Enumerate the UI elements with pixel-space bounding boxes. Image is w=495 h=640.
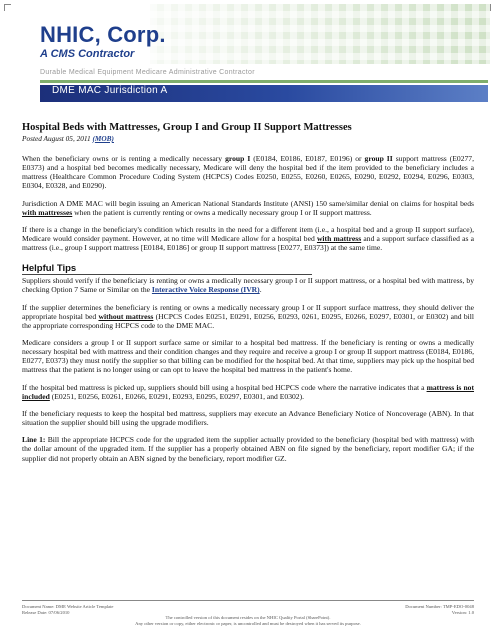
footer-release-date: Release Date: 07/06/2010 [22, 609, 70, 615]
paragraph-3 [22, 225, 474, 252]
paragraph-1 [22, 154, 474, 190]
brand-subtagline: Durable Medical Equipment Medicare Administrative Contractor [40, 69, 255, 76]
footer-version: Version: 1.0 [451, 609, 474, 615]
text-run: Jurisdiction A DME MAC will begin issuing an American National Standards Institute (ANSI) 150 same/similar denial on claims for hospital beds [22, 198, 474, 208]
footer-control-note-2: Any other version or copy, either electronic or paper, is uncontrolled and must be destroyed when it has served its purpose. [135, 620, 361, 626]
footer-doc-name: Document Name: DME Website Article Template [22, 604, 114, 609]
brand-logo: NHIC, Corp. [40, 22, 166, 47]
text-run-bold: mattress is not included [22, 382, 475, 401]
text-run-bold: group I [225, 154, 251, 163]
paragraph-5 [22, 303, 474, 330]
posted-date-text: Posted August 05, 2011 [22, 134, 91, 143]
paragraph-8: If the beneficiary requests to keep the hospital bed mattress, suppliers may execute an Advance Beneficiary Notice of Noncoverage (ABN). In that situation the supplier should bill using the upgrade modifiers. [22, 409, 474, 428]
brand-tagline: A CMS Contractor [40, 48, 135, 60]
footer-doc-number: Document Number: TMP-EDO-0048 [405, 604, 474, 609]
text-run: and a support surface classified as a mattress (i.e., group I support mattress [E0184, E0186] or group II support mattress [E0277, E0373]) at the same time. [22, 234, 474, 253]
heading-rule [22, 274, 312, 275]
ivr-link[interactable]: Interactive Voice Response (IVR) [151, 285, 260, 295]
text-run: If there is a change in the beneficiary's condition which results in the need for a different item (i.e., a hospital bed and a group II support surface), Medicare would consider payment. However, at no time will Medicare allow for a hospital bed [22, 224, 474, 244]
article-body [22, 122, 474, 471]
text-run-bold: with mattresses [22, 207, 73, 217]
page-footer [22, 600, 474, 626]
text-run-bold: with mattress [316, 234, 362, 244]
text-run: when the patient is currently renting or owns a medically necessary group I or II support mattress. [72, 207, 372, 217]
text-run: If the supplier determines the beneficiary is renting or owns a medically necessary group I or II support surface mattress, they should deliver the appropriate hospital bed [22, 302, 474, 321]
footer-rule [22, 600, 474, 601]
paragraph-4 [22, 276, 474, 294]
text-run-bold: group II [364, 154, 393, 163]
paragraph-9 [22, 435, 474, 462]
article-title: Hospital Beds with Mattresses, Group I and Group II Support Mattresses [22, 122, 352, 133]
text-run: support mattress (E0277, E0373) and a hospital bed becomes medically necessary, Medicare will deny the hospital bed if the item provided to the beneficiary includes a mattress (Healthcare Common Procedure Coding System (HCPCS) Codes E0250, E0255, E0260, E0265, E0290, E0292, E0294, E0296, E0303, E0304, E0328, and E0290). [22, 154, 474, 191]
text-run: (E0251, E0256, E0261, E0266, E0291, E0293, E0295, E0297, E0301, and E0302). [49, 391, 305, 401]
text-run-bold: without mattress [98, 311, 154, 321]
helpful-tips-heading: Helpful Tips [22, 263, 77, 275]
page-header [0, 0, 495, 112]
footer-control-note: The controlled version of this document resides on the NHIC Quality Portal (SharePoint). [165, 615, 331, 621]
text-run: . [259, 285, 262, 295]
posted-date [22, 134, 474, 144]
text-run: If the hospital bed mattress is picked up, suppliers should bill using a hospital bed HCPCS code where the narrative indicates that a [22, 382, 427, 392]
paragraph-2 [22, 199, 474, 217]
header-pattern [150, 4, 490, 64]
text-run: Suppliers should verify if the beneficiary is renting or owns a medically necessary group I or II support mattress, or a hospital bed with mattress, by checking Option 7 Same or Similar on the [22, 276, 474, 295]
paragraph-7 [22, 383, 474, 401]
text-run: Bill the appropriate HCPCS code for the upgraded item the supplier actually provided to the beneficiary (hospital bed with mattress) with the dollar amount of the upgraded item. If the supplier has a properly obtained ABN on file signed by the beneficiary, report modifier GA; if the supplier did not properly obtain an ABN signed by the beneficiary, report modifier GZ. [22, 435, 475, 463]
line-label: Line 1: [22, 435, 46, 445]
text-run: (E0184, E0186, E0187, E0196) or [250, 154, 365, 163]
mob-link[interactable]: (MOB) [92, 134, 114, 143]
jurisdiction-label: DME MAC Jurisdiction A [52, 85, 168, 96]
text-run: (HCPCS Codes E0251, E0291, E0256, E0293, 0261, E0295, E0266, E0297, E0301, or E0302) and bill the appropriate corresponding HCPCS code to the DME MAC. [22, 311, 474, 330]
paragraph-6: Medicare considers a group I or II support surface same or similar to a hospital bed mattress. If the beneficiary is renting or owns a medically necessary hospital bed with mattress and their condition changes and they require and receive a group I or group II support mattress (E0184, E0186, E0277, E0373) they must notify the supplier so that billing can be modified for the hospital bed. At that time, suppliers may pick up the hospital bed mattress that the patient is no longer using or can opt to leave the hospital bed mattress in the patient's home. [22, 338, 474, 375]
banner-accent-line [40, 80, 488, 83]
text-run: When the beneficiary owns or is renting a medically necessary [22, 154, 226, 163]
